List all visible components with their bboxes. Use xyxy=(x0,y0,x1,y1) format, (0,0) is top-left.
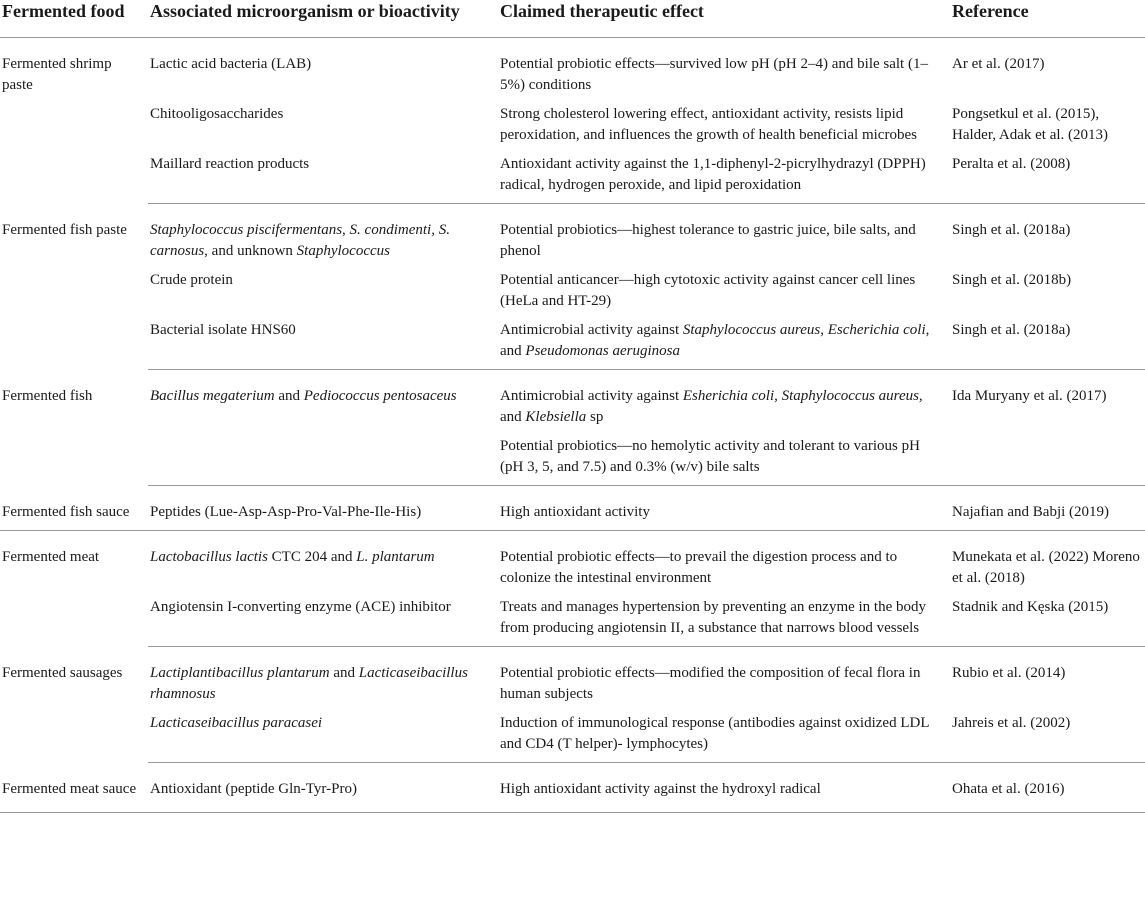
cell-microorganism: Lactiplantibacillus plantarum and Lacticaseibacillus rhamnosus xyxy=(150,665,468,702)
cell-microorganism xyxy=(148,709,498,763)
table-row xyxy=(0,709,1145,763)
cell-reference: Ohata et al. (2016) xyxy=(950,763,1145,813)
table-row xyxy=(0,150,1145,204)
cell-therapeutic-effect: Potential probiotic effects—modified the composition of fecal flora in human subjects xyxy=(500,665,921,702)
table-header xyxy=(0,0,1145,38)
italic-term: Lactiplantibacillus plantarum xyxy=(150,665,330,681)
cell-reference: Najafian and Babji (2019) xyxy=(950,486,1145,531)
table-row xyxy=(0,647,1145,710)
cell-microorganism: Lactic acid bacteria (LAB) xyxy=(150,56,312,72)
cell-microorganism: Chitooligosaccharides xyxy=(150,106,284,122)
italic-term: S. carnosus xyxy=(150,222,450,259)
italic-term: Lacticaseibacillus rhamnosus xyxy=(150,665,468,702)
header-row xyxy=(0,0,1145,38)
cell-microorganism xyxy=(148,432,498,486)
table-row xyxy=(0,266,1145,316)
cell-reference xyxy=(950,432,1145,486)
italic-term: Pediococcus pentosaceus xyxy=(303,388,457,404)
cell-fermented-food: Fermented shrimp paste xyxy=(2,56,112,93)
italic-term: Lacticaseibacillus paracasei xyxy=(150,715,323,731)
italic-term: Bacillus megaterium xyxy=(150,388,275,404)
italic-term: L. plantarum xyxy=(356,549,435,565)
cell-reference: Stadnik and Kęska (2015) xyxy=(950,593,1145,647)
cell-fermented-food: Fermented fish sauce xyxy=(0,486,148,531)
cell-reference: Munekata et al. (2022) Moreno et al. (2018) xyxy=(952,549,1140,586)
cell-reference: Singh et al. (2018a) xyxy=(950,316,1145,370)
cell-microorganism: Bacillus megaterium and Pediococcus pentosaceus xyxy=(150,388,457,404)
table-row xyxy=(0,38,1145,101)
cell-microorganism: Bacterial isolate HNS60 xyxy=(148,316,498,370)
cell-therapeutic-effect: Induction of immunological response (antibodies against oxidized LDL and CD4 (T helper)- lymphocytes) xyxy=(498,709,950,763)
cell-therapeutic-effect: Antimicrobial activity against Staphylococcus aureus, Escherichia coli, and Pseudomonas aeruginosa xyxy=(498,316,950,370)
cell-reference: Rubio et al. (2014) xyxy=(952,665,1066,681)
cell-reference: Ar et al. (2017) xyxy=(952,56,1045,72)
header-microorganism: Associated microorganism or bioactivity xyxy=(148,0,498,38)
cell-therapeutic-effect: Treats and manages hypertension by preventing an enzyme in the body from producing angiotensin II, a substance that narrows blood vessels xyxy=(498,593,950,647)
cell-therapeutic-effect: High antioxidant activity xyxy=(498,486,950,531)
cell-therapeutic-effect: Antioxidant activity against the 1,1-diphenyl-2-picrylhydrazyl (DPPH) radical, hydrogen peroxide, and lipid peroxidation xyxy=(498,150,950,204)
cell-therapeutic-effect: Potential probiotics—no hemolytic activity and tolerant to various pH (pH 3, 5, and 7.5) and 0.3% (w/v) bile salts xyxy=(498,432,950,486)
italic-term: Staphylococcus xyxy=(296,243,390,259)
cell-microorganism: Maillard reaction products xyxy=(148,150,498,204)
cell-therapeutic-effect: Strong cholesterol lowering effect, antioxidant activity, resists lipid peroxidation, and influences the growth of health beneficial microbes xyxy=(500,106,917,143)
cell-fermented-food: Fermented meat sauce xyxy=(0,763,148,813)
italic-term: Lactobacillus lactis xyxy=(150,549,268,565)
table-row xyxy=(0,204,1145,267)
table-row xyxy=(0,100,1145,150)
italic-term: Escherichia coli xyxy=(827,322,926,338)
cell-reference: Pongsetkul et al. (2015), Halder, Adak et al. (2013) xyxy=(952,106,1109,143)
italic-term: Staphylococcus piscifermentans xyxy=(150,222,343,238)
cell-therapeutic-effect: High antioxidant activity against the hydroxyl radical xyxy=(498,763,950,813)
table-row xyxy=(0,432,1145,486)
italic-term: Klebsiella xyxy=(525,409,587,425)
header-reference: Reference xyxy=(950,0,1145,38)
cell-therapeutic-effect: Potential probiotic effects—survived low pH (pH 2–4) and bile salt (1–5%) conditions xyxy=(500,56,928,93)
italic-term: Staphylococcus aureus xyxy=(682,322,821,338)
header-fermented-food: Fermented food xyxy=(0,0,148,38)
italic-term: Pseudomonas aeruginosa xyxy=(525,343,680,359)
table-row xyxy=(0,486,1145,531)
cell-microorganism: Peptides (Lue-Asp-Asp-Pro-Val-Phe-Ile-His) xyxy=(148,486,498,531)
table-row xyxy=(0,531,1145,594)
cell-reference: Singh et al. (2018b) xyxy=(952,272,1072,288)
header-therapeutic-effect: Claimed therapeutic effect xyxy=(498,0,950,38)
cell-reference: Peralta et al. (2008) xyxy=(950,150,1145,204)
cell-reference: Ida Muryany et al. (2017) xyxy=(952,388,1107,404)
cell-reference: Singh et al. (2018a) xyxy=(952,222,1071,238)
table-row xyxy=(0,370,1145,433)
cell-therapeutic-effect: Potential probiotic effects—to prevail the digestion process and to colonize the intestinal environment xyxy=(500,549,898,586)
table-row xyxy=(0,763,1145,813)
cell-microorganism: Lactobacillus lactis CTC 204 and L. plantarum xyxy=(150,549,435,565)
cell-fermented-food: Fermented sausages xyxy=(2,664,123,681)
cell-therapeutic-effect: Potential anticancer—high cytotoxic activity against cancer cell lines (HeLa and HT-29) xyxy=(500,272,916,309)
table-row xyxy=(0,593,1145,647)
cell-fermented-food: Fermented fish xyxy=(2,387,93,404)
cell-therapeutic-effect: Antimicrobial activity against Esherichia coli, Staphylococcus aureus, and Klebsiella sp xyxy=(500,388,923,425)
cell-fermented-food: Fermented meat xyxy=(2,549,100,565)
table-row xyxy=(0,316,1145,370)
cell-microorganism: Crude protein xyxy=(150,272,233,288)
table-body xyxy=(0,38,1145,813)
cell-microorganism: Angiotensin I-converting enzyme (ACE) inhibitor xyxy=(148,593,498,647)
cell-reference: Jahreis et al. (2002) xyxy=(950,709,1145,763)
cell-microorganism: Staphylococcus piscifermentans, S. condimenti, S. carnosus, and unknown Staphylococcus xyxy=(150,222,450,259)
cell-therapeutic-effect: Potential probiotics—highest tolerance to gastric juice, bile salts, and phenol xyxy=(500,222,916,259)
italic-term: S. condimenti xyxy=(349,222,432,238)
cell-fermented-food: Fermented fish paste xyxy=(2,221,127,238)
italic-term: Esherichia coli, Staphylococcus aureus, xyxy=(682,388,923,404)
cell-microorganism: Antioxidant (peptide Gln-Tyr-Pro) xyxy=(148,763,498,813)
